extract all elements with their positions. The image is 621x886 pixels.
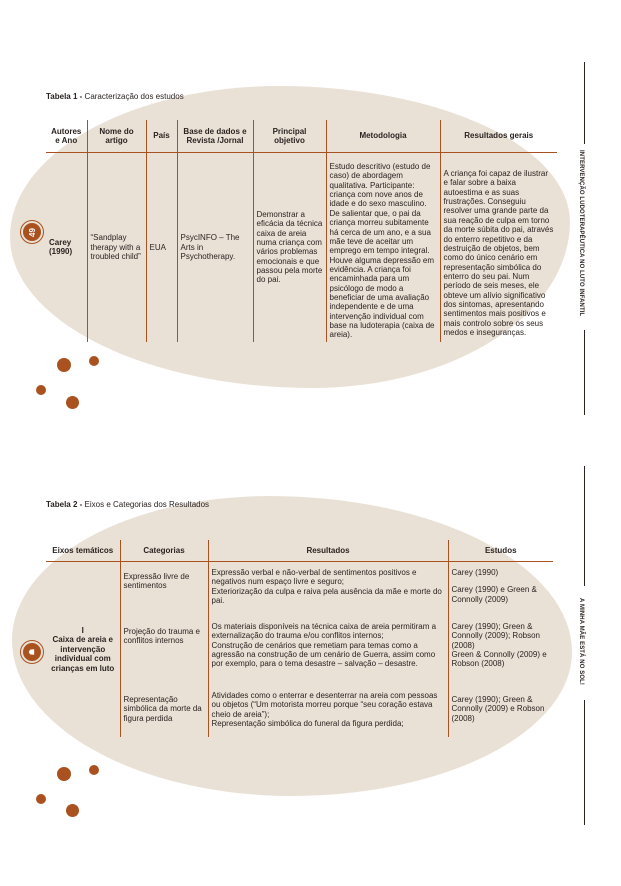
table2-cell-studies bbox=[448, 562, 553, 619]
decor-dot bbox=[66, 804, 79, 817]
table2-study-line: Green & Connolly (2009) e Robson (2008) bbox=[451, 650, 547, 669]
table2-header: Estudos bbox=[448, 540, 553, 562]
decor-dot bbox=[66, 396, 79, 409]
table2-cell-category: Representação simbólica da morte da figura perdida bbox=[120, 685, 208, 737]
table1-cell-objective: Demonstrar a eficácia da técnica caixa de areia numa criança com vários problemas emocionais e que passou pela morte do pai. bbox=[253, 153, 326, 342]
table2-cell-results bbox=[208, 618, 448, 685]
table2-cell-results bbox=[208, 562, 448, 619]
table1-header: Autores e Ano bbox=[46, 120, 87, 153]
table2-row bbox=[46, 618, 553, 685]
table2-caption bbox=[46, 500, 209, 509]
table1-cell-authors: Carey (1990) bbox=[49, 238, 73, 257]
decor-dot bbox=[57, 767, 71, 781]
table1-cell-database: PsycINFO – The Arts in Psychotherapy. bbox=[177, 153, 253, 342]
table2-axis-title: Caixa de areia e intervenção individual com crianças em luto bbox=[51, 635, 115, 673]
table1-caption bbox=[46, 92, 184, 101]
side-rule bbox=[584, 700, 585, 825]
table2-caption-label: Tabela 2 - bbox=[46, 500, 83, 509]
table2-study-line: Carey (1990); Green & Connolly (2009); Robson (2008) bbox=[451, 622, 540, 650]
table2-cell-category: Expressão livre de sentimentos bbox=[120, 562, 208, 619]
table2-header: Resultados bbox=[208, 540, 448, 562]
side-rule bbox=[584, 466, 585, 586]
page-badge-icon: ☗ bbox=[23, 643, 41, 661]
table1-header-row bbox=[46, 120, 557, 153]
table2-header: Eixos temáticos bbox=[46, 540, 120, 562]
table2-cell-studies bbox=[448, 618, 553, 685]
table1-cell-country: EUA bbox=[146, 153, 177, 342]
table1-header: Base de dados e Revista /Jornal bbox=[177, 120, 253, 153]
side-label-top: INTERVENÇÃO LUDOTERAPÊUTICA NO LUTO INFANTIL bbox=[578, 150, 584, 317]
table2-row bbox=[46, 685, 553, 737]
table1-row bbox=[46, 153, 557, 342]
table2-study-line: Carey (1990); Green & Connolly (2009) e Robson (2008) bbox=[451, 695, 545, 723]
decor-dot bbox=[36, 794, 46, 804]
table1-cell-methodology: Estudo descritivo (estudo de caso) de abordagem qualitativa. Participante: criança com nove anos de idade e do sexo masculino. De salientar que, o pai da criança morreu subitamente há cerca de um ano, e a sua mãe teve de aceitar um emprego em tempo integral. Houve alguma depressão em evidência. A criança foi encaminhada para um psicólogo de modo a beneficiar de uma avaliação independente e de uma intervenção individual com base na ludoterapia (caixa de areia). bbox=[326, 153, 440, 342]
table2-header-row bbox=[46, 540, 553, 562]
table2-cell-category: Projeção do trauma e conflitos internos bbox=[120, 618, 208, 685]
table2-result-line: Os materiais disponíveis na técnica caixa de areia permitiram a externalização do trauma e/ou conflitos internos; bbox=[211, 622, 437, 641]
decor-dot bbox=[36, 385, 46, 395]
table2-caption-text: Eixos e Categorias dos Resultados bbox=[82, 500, 210, 509]
table2-axis-number: I bbox=[81, 626, 84, 636]
page-number-badge bbox=[23, 223, 41, 241]
table2-result-line: Atividades como o enterrar e desenterrar na areia com pessoas ou objetos (“Um motorista morreu porque “seu coração estava cheio de areia”); bbox=[211, 691, 438, 719]
table2-header: Categorias bbox=[120, 540, 208, 562]
table2-result-line: Exteriorização da culpa e raiva pela ausência da mãe e morte do pai. bbox=[211, 586, 442, 606]
table2-cell-results bbox=[208, 685, 448, 737]
page-number: 49 bbox=[27, 227, 37, 237]
decor-dot bbox=[57, 358, 71, 372]
table1-header: País bbox=[146, 120, 177, 153]
table1-header: Nome do artigo bbox=[87, 120, 146, 153]
table1-caption-text: Caracterização dos estudos bbox=[82, 92, 184, 101]
table1-header: Metodologia bbox=[326, 120, 440, 153]
side-rule bbox=[584, 62, 585, 144]
table2-study-line: Carey (1990) e Green & Connolly (2009) bbox=[451, 585, 537, 604]
decor-dot bbox=[89, 765, 99, 775]
table2-result-line: Expressão verbal e não-verbal de sentimentos positivos e negativos num espaço livre e seguro; bbox=[211, 568, 417, 587]
table2-row bbox=[46, 562, 553, 619]
decor-dot bbox=[89, 356, 99, 366]
table2-study-line: Carey (1990) bbox=[451, 568, 499, 577]
table-results-categories bbox=[46, 540, 553, 737]
table2-cell-studies bbox=[448, 685, 553, 737]
table2-result-line: Representação simbólica do funeral da figura perdida; bbox=[211, 719, 404, 729]
table-study-characterization bbox=[46, 120, 557, 342]
table1-cell-results: A criança foi capaz de ilustrar e falar sobre a baixa autoestima e as suas frustrações. Conseguiu resolver uma grande parte da sua reação de culpa em torno da morte súbita do pai, através do enterro repetitivo e da destruição de objetos, bem como do único cenário em representação simbólica do enterro do seu pai. Num período de seis meses, ele obteve um alívio significativo dos sintomas, apresentando sentimentos mais positivos e mais controlo sobre os seus medos e inseguranças. bbox=[440, 153, 557, 342]
table1-caption-label: Tabela 1 - bbox=[46, 92, 83, 101]
side-rule bbox=[584, 330, 585, 415]
table1-cell-article: “Sandplay therapy with a troubled child” bbox=[87, 153, 146, 342]
side-label-bottom: A MINHA MÃE ESTÁ NO SOL! bbox=[578, 598, 584, 685]
table2-result-line: Construção de cenários que remetiam para temas como a agressão na construção de um cenário de Guerra, assim como por exemplo, para o tema desastre – salvação – desastre. bbox=[211, 640, 436, 669]
table1-header: Principal objetivo bbox=[253, 120, 326, 153]
table1-header: Resultados gerais bbox=[440, 120, 557, 153]
table2-cell-axis bbox=[46, 562, 120, 738]
